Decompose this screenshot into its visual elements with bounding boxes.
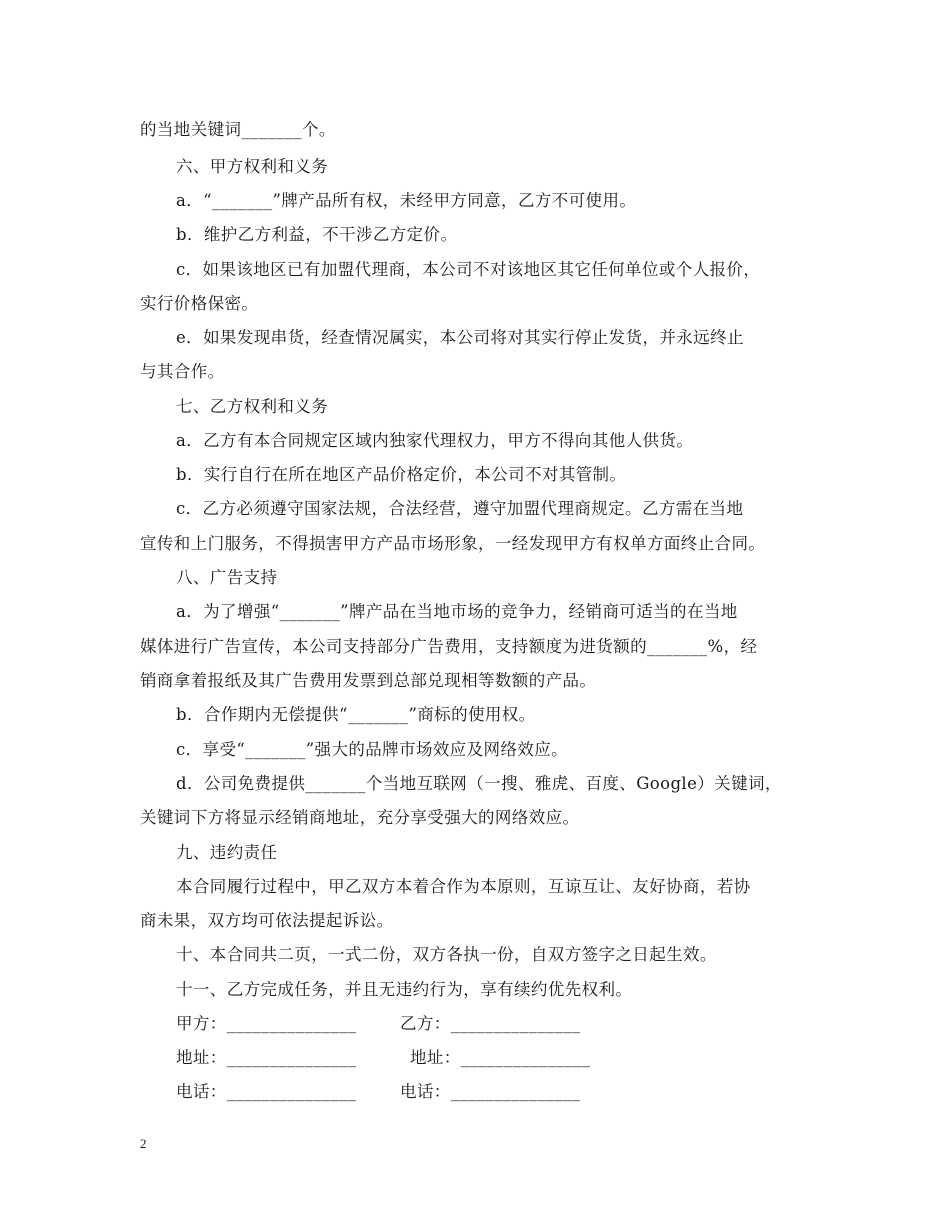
text-line: a．乙方有本合同规定区域内独家代理权力，甲方不得向其他人供货。 bbox=[176, 431, 694, 450]
text-line: a．“_______”牌产品所有权，未经甲方同意，乙方不可使用。 bbox=[176, 191, 637, 210]
text-line: 媒体进行广告宣传，本公司支持部分广告费用，支持额度为进货额的_______%，经 bbox=[140, 637, 758, 656]
party-a-field: 甲方：_______________ bbox=[176, 1014, 357, 1033]
page-number: 2 bbox=[140, 1136, 147, 1151]
address-b-field: 地址：_______________ bbox=[410, 1048, 591, 1067]
text-line: 商未果，双方均可依法提起诉讼。 bbox=[140, 911, 394, 930]
party-b-field: 乙方：_______________ bbox=[400, 1014, 581, 1033]
section-heading-8: 八、广告支持 bbox=[176, 568, 278, 587]
text-line: 的当地关键词_______个。 bbox=[140, 120, 336, 139]
text-line: 本合同履行过程中，甲乙双方本着合作为本原则，互谅互让、友好协商，若协 bbox=[176, 877, 751, 896]
address-a-field: 地址：_______________ bbox=[176, 1048, 357, 1067]
text-line: c．如果该地区已有加盟代理商，本公司不对该地区其它任何单位或个人报价， bbox=[176, 260, 761, 279]
phone-a-field: 电话：_______________ bbox=[176, 1082, 357, 1101]
text-line: 实行价格保密。 bbox=[140, 294, 259, 313]
text-line: 关键词下方将显示经销商地址，充分享受强大的网络效应。 bbox=[140, 808, 580, 827]
section-heading-6: 六、甲方权利和义务 bbox=[176, 157, 329, 176]
phone-b-field: 电话：_______________ bbox=[400, 1082, 581, 1101]
text-line: b．维护乙方利益，不干涉乙方定价。 bbox=[176, 225, 458, 244]
text-line: 销商拿着报纸及其广告费用发票到总部兑现相等数额的产品。 bbox=[140, 671, 597, 690]
text-line: e．如果发现串货，经查情况属实，本公司将对其实行停止发货，并永远终止 bbox=[176, 328, 744, 347]
section-heading-11: 十一、乙方完成任务，并且无违约行为，享有续约优先权利。 bbox=[176, 980, 633, 999]
text-line: c．乙方必须遵守国家法规，合法经营，遵守加盟代理商规定。乙方需在当地 bbox=[176, 499, 744, 518]
text-line: 与其合作。 bbox=[140, 362, 225, 381]
text-line: d．公司免费提供_______个当地互联网（一搜、雅虎、百度、Google）关键词， bbox=[176, 774, 782, 793]
text-line: a．为了增强“_______”牌产品在当地市场的竞争力，经销商可适当的在当地 bbox=[176, 602, 738, 621]
text-line: b．合作期内无偿提供“_______”商标的使用权。 bbox=[176, 705, 536, 724]
section-heading-9: 九、违约责任 bbox=[176, 843, 278, 862]
section-heading-10: 十、本合同共二页，一式二份，双方各执一份，自双方签字之日起生效。 bbox=[176, 945, 717, 964]
text-line: 宣传和上门服务，不得损害甲方产品市场形象，一经发现甲方有权单方面终止合同。 bbox=[140, 534, 766, 553]
text-line: b．实行自行在所在地区产品价格定价，本公司不对其管制。 bbox=[176, 465, 627, 484]
section-heading-7: 七、乙方权利和义务 bbox=[176, 397, 329, 416]
text-line: c．享受“_______”强大的品牌市场效应及网络效应。 bbox=[176, 740, 569, 759]
